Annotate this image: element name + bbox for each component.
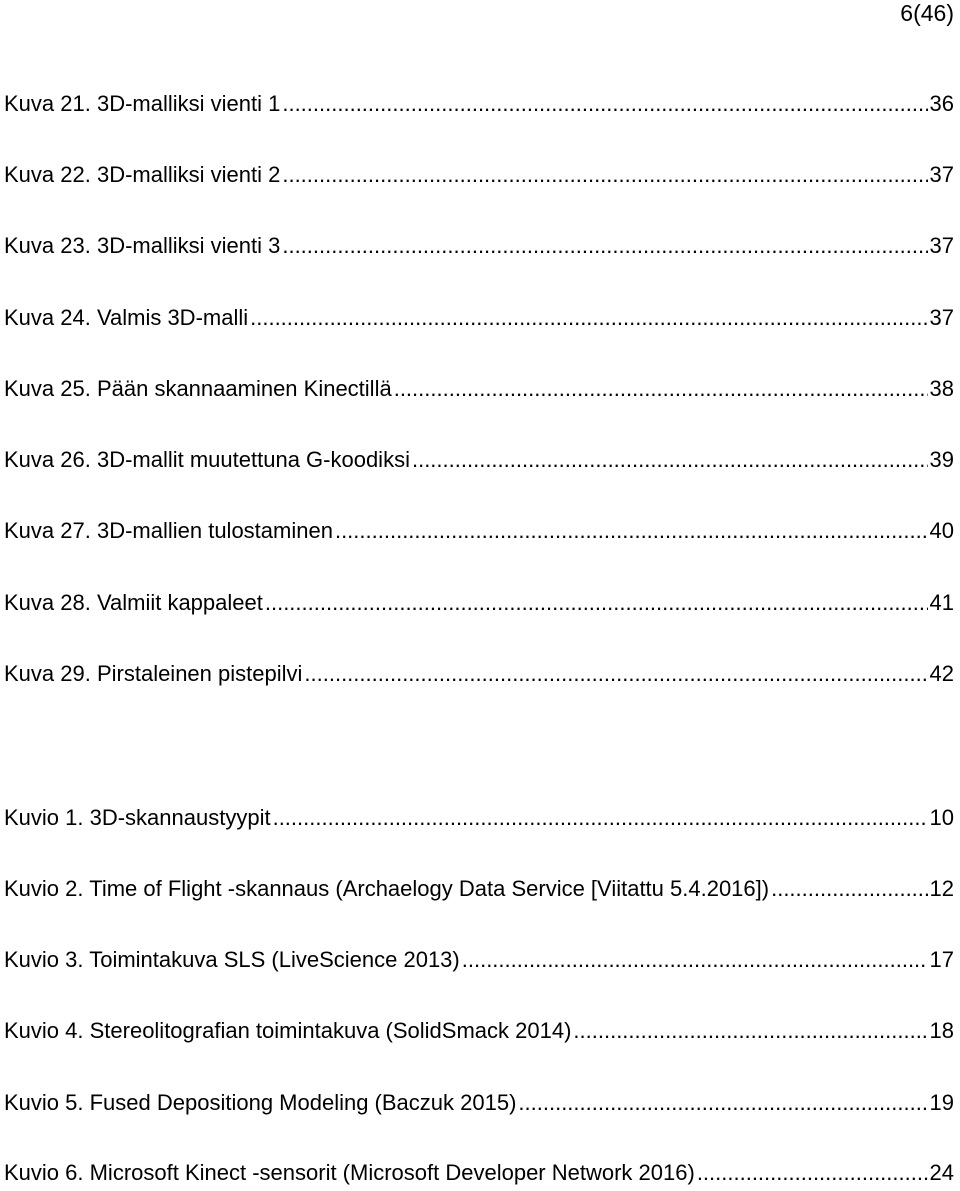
- toc-leader-dots: [304, 659, 927, 689]
- toc-entry-page: 24: [929, 1160, 954, 1185]
- toc-entry-title: Kuva 26. 3D-mallit muutettuna G-koodiksi: [4, 447, 410, 472]
- toc-entry-kuva-25[interactable]: [4, 374, 954, 404]
- toc-leader-dots: [394, 374, 928, 404]
- toc-entry-page: 38: [929, 376, 954, 401]
- toc-entry-title: Kuva 22. 3D-malliksi vienti 2: [4, 162, 281, 187]
- toc-entry-page: 37: [929, 162, 954, 187]
- toc-entry-kuva-24[interactable]: [4, 303, 954, 333]
- toc-entry-title: Kuva 28. Valmiit kappaleet: [4, 590, 263, 615]
- toc-entry-page: 40: [929, 518, 954, 543]
- toc-entry-title: Kuvio 6. Microsoft Kinect -sensorit (Microsoft Developer Network 2016): [4, 1160, 695, 1185]
- toc-leader-dots: [573, 1016, 927, 1046]
- toc-entry-page: 12: [929, 876, 954, 901]
- toc-entry-title: Kuvio 5. Fused Depositiong Modeling (Baczuk 2015): [4, 1090, 517, 1115]
- toc-leader-dots: [771, 874, 927, 904]
- toc-entry-title: Kuva 23. 3D-malliksi vienti 3: [4, 233, 281, 258]
- toc-leader-dots: [518, 1088, 927, 1118]
- toc-entry-page: 42: [929, 661, 954, 686]
- toc-entry-page: 37: [929, 233, 954, 258]
- toc-entry-kuva-21[interactable]: [4, 89, 954, 119]
- toc-entry-title: Kuvio 4. Stereolitografian toimintakuva (SolidSmack 2014): [4, 1018, 572, 1043]
- toc-leader-dots: [282, 160, 927, 190]
- page-number: 6(46): [900, 0, 954, 26]
- toc-leader-dots: [412, 445, 928, 475]
- toc-leader-dots: [282, 231, 927, 261]
- toc-entry-title: Kuvio 3. Toimintakuva SLS (LiveScience 2013): [4, 947, 460, 972]
- toc-entry-page: 10: [929, 805, 954, 830]
- toc-entry-title: Kuvio 2. Time of Flight -skannaus (Archaelogy Data Service [Viitattu 5.4.2016]): [4, 876, 770, 901]
- toc-entry-kuva-27[interactable]: [4, 516, 954, 546]
- toc-entry-page: 17: [929, 947, 954, 972]
- toc-entry-title: Kuva 25. Pään skannaaminen Kinectillä: [4, 376, 392, 401]
- toc-leader-dots: [273, 803, 928, 833]
- toc-entry-page: 36: [929, 91, 954, 116]
- toc-entry-kuva-23[interactable]: [4, 231, 954, 261]
- toc-entry-kuvio-6[interactable]: [4, 1158, 954, 1188]
- toc-leader-dots: [282, 89, 927, 119]
- toc-entry-title: Kuva 21. 3D-malliksi vienti 1: [4, 91, 281, 116]
- toc-entry-kuvio-2[interactable]: [4, 874, 954, 904]
- toc-entry-kuvio-4[interactable]: [4, 1016, 954, 1046]
- toc-leader-dots: [250, 303, 927, 333]
- toc-leader-dots: [462, 945, 928, 975]
- toc-entry-kuva-28[interactable]: [4, 588, 954, 618]
- toc-entry-kuvio-3[interactable]: [4, 945, 954, 975]
- toc-entry-kuva-29[interactable]: [4, 659, 954, 689]
- toc-leader-dots: [697, 1158, 928, 1188]
- toc-entry-page: 39: [929, 447, 954, 472]
- toc-entry-title: Kuva 29. Pirstaleinen pistepilvi: [4, 661, 303, 686]
- toc-entry-page: 41: [929, 590, 954, 615]
- toc-entry-title: Kuvio 1. 3D-skannaustyypit: [4, 805, 271, 830]
- toc-entry-page: 37: [929, 305, 954, 330]
- toc-entry-title: Kuva 27. 3D-mallien tulostaminen: [4, 518, 333, 543]
- toc-leader-dots: [265, 588, 928, 618]
- toc-entry-title: Kuva 24. Valmis 3D-malli: [4, 305, 249, 330]
- toc-leader-dots: [335, 516, 928, 546]
- toc-entry-kuva-22[interactable]: [4, 160, 954, 190]
- toc-entry-kuvio-1[interactable]: [4, 803, 954, 833]
- toc-entry-page: 19: [929, 1090, 954, 1115]
- toc-entry-kuva-26[interactable]: [4, 445, 954, 475]
- toc-entry-page: 18: [929, 1018, 954, 1043]
- toc-entry-kuvio-5[interactable]: [4, 1088, 954, 1118]
